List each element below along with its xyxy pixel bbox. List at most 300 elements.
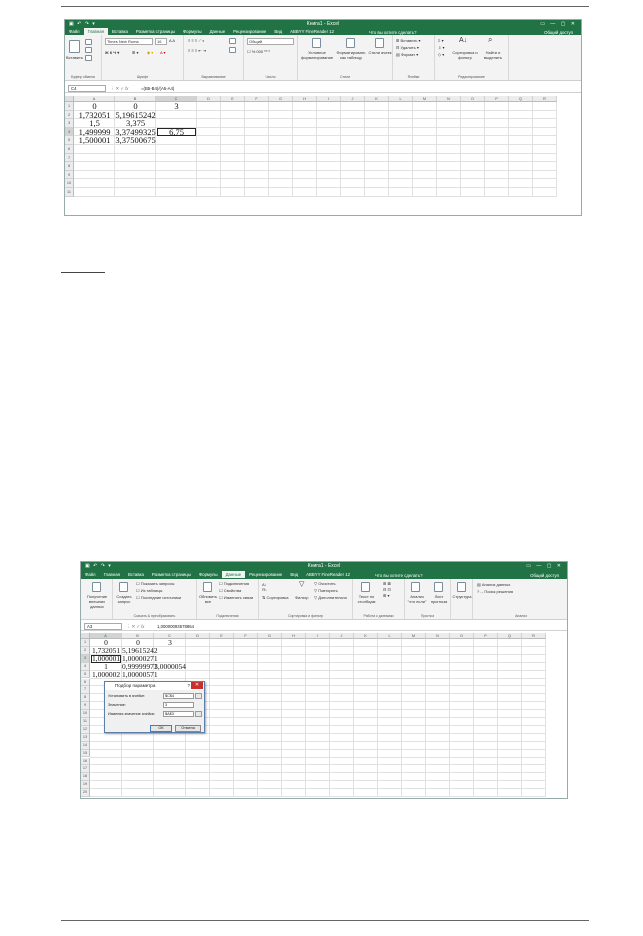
quick-access-icons[interactable]: ▣ ↶ ↷ ▾ xyxy=(85,563,112,569)
gridline-vertical xyxy=(521,639,522,797)
name-box[interactable]: A3 xyxy=(84,623,122,630)
group-editing xyxy=(435,35,509,80)
fx-icon: fx xyxy=(141,624,145,629)
ok-button[interactable]: ОК xyxy=(150,725,172,732)
gridline-horizontal xyxy=(90,788,546,789)
column-header[interactable]: G xyxy=(269,96,293,102)
what-if-button[interactable]: Анализ "что если" xyxy=(407,594,427,604)
format-cells-label: Формат xyxy=(400,52,416,57)
conditional-format-button[interactable]: Условное форматирование xyxy=(300,50,334,60)
gridline-horizontal xyxy=(90,780,546,781)
row-header[interactable]: 12 xyxy=(81,726,90,734)
tab-5[interactable]: Данные xyxy=(209,29,226,34)
row-header[interactable]: 5 xyxy=(81,671,90,679)
cut-icon[interactable] xyxy=(85,39,92,45)
row-header[interactable]: 1 xyxy=(65,102,74,111)
column-header[interactable]: D xyxy=(197,96,221,102)
vertical-align-icons[interactable]: ≡ ≡ ≡ ⟋ ▾ xyxy=(188,38,205,43)
cell-A3[interactable]: 1,000001 xyxy=(91,653,121,663)
gridline-horizontal xyxy=(90,757,546,758)
column-header[interactable]: M xyxy=(413,96,437,102)
gridline-horizontal xyxy=(90,764,546,765)
group-label-forecast: Прогноз xyxy=(420,614,435,618)
tab-7[interactable]: Вид xyxy=(290,572,299,577)
cell-A1[interactable]: 0 xyxy=(92,101,97,111)
cell-B2[interactable]: 5,19615242 xyxy=(122,645,158,655)
cancel-button[interactable]: Отмена xyxy=(175,725,201,732)
autosum-icon[interactable]: Σ ▾ xyxy=(438,38,444,43)
gridline-vertical xyxy=(412,102,413,197)
gridline-vertical xyxy=(292,102,293,197)
row-header[interactable]: 8 xyxy=(81,694,90,702)
row-header[interactable]: 20 xyxy=(81,789,90,797)
column-header[interactable]: F xyxy=(234,633,258,639)
row-header[interactable]: 14 xyxy=(81,742,90,750)
gridline-vertical xyxy=(545,639,546,797)
format-painter-icon[interactable] xyxy=(85,55,92,61)
cell-A5[interactable]: 1,500001 xyxy=(78,135,111,146)
cell-C4[interactable]: 6,75 xyxy=(169,126,184,137)
cell-C1[interactable]: 3 xyxy=(168,638,172,647)
row-header[interactable]: 3 xyxy=(65,119,74,128)
cell-B5[interactable]: 3,37500675 xyxy=(115,135,156,146)
tab-8[interactable]: ABBYY FineReader 12 xyxy=(290,29,334,34)
cell-styles-icon[interactable] xyxy=(375,38,384,48)
new-query-button[interactable]: Создать запрос xyxy=(116,594,132,604)
gridline-horizontal xyxy=(74,153,557,154)
group-clipboard xyxy=(65,35,102,80)
row-header[interactable]: 13 xyxy=(81,734,90,742)
column-header[interactable]: K xyxy=(365,96,389,102)
column-header[interactable]: Q xyxy=(498,633,522,639)
gridline-vertical xyxy=(316,102,317,197)
connections-button[interactable]: ☐ Подключения xyxy=(219,581,250,586)
tab-2[interactable]: Вставка xyxy=(111,29,128,34)
forecast-sheet-button[interactable]: Лист прогноза xyxy=(430,594,448,604)
refresh-all-icon[interactable] xyxy=(203,582,212,592)
fill-icon[interactable]: ⇩ ▾ xyxy=(438,45,445,50)
gridline-vertical xyxy=(508,102,509,197)
row-header[interactable]: 18 xyxy=(81,773,90,781)
column-header[interactable]: G xyxy=(258,633,282,639)
close-button[interactable]: ✕ xyxy=(191,682,203,689)
ribbon-tabs xyxy=(81,571,567,579)
cell-B4[interactable]: 0,99999971 xyxy=(122,661,158,671)
cell-A4[interactable]: 1 xyxy=(104,661,108,671)
gridline-vertical xyxy=(233,639,234,797)
forecast-sheet-icon[interactable] xyxy=(434,582,443,592)
text-to-columns-icon[interactable] xyxy=(361,582,370,592)
dialog-title: Подбор параметра xyxy=(105,682,204,690)
group-number xyxy=(244,35,298,80)
column-header[interactable]: A xyxy=(90,633,122,639)
group-sort-filter xyxy=(259,579,353,619)
tab-5[interactable]: Данные xyxy=(222,571,246,578)
format-as-table-button[interactable]: Форматировать как таблицу xyxy=(336,50,366,60)
gridline-vertical xyxy=(268,102,269,197)
column-header[interactable]: R xyxy=(522,633,546,639)
cell-B1[interactable]: 0 xyxy=(133,101,138,111)
row-header[interactable]: 19 xyxy=(81,781,90,789)
gridline-horizontal xyxy=(90,654,546,655)
merge-cells-icon[interactable] xyxy=(229,47,236,53)
solver-label: Поиск решения xyxy=(484,589,514,594)
tab-6[interactable]: Рецензирование xyxy=(249,572,283,577)
paste-button[interactable]: Вставить xyxy=(66,55,83,60)
formula-bar-buttons[interactable]: ⋮ ✕ ✓ fx xyxy=(110,86,129,91)
gridline-vertical xyxy=(281,639,282,797)
tab-0[interactable]: Файл xyxy=(85,572,96,577)
row-header[interactable]: 7 xyxy=(81,686,90,694)
gridline-horizontal xyxy=(74,178,557,179)
tab-4[interactable]: Формулы xyxy=(198,572,218,577)
from-table-label: Из таблицы xyxy=(140,588,163,593)
row-header[interactable]: 7 xyxy=(65,154,74,163)
data-tools-icons[interactable]: ⊞ ⊠ ⊟ ⊡ ⊞ ▾ xyxy=(383,581,391,598)
column-header[interactable]: B xyxy=(122,633,154,639)
tab-3[interactable]: Разметка страницы xyxy=(151,572,191,577)
text-to-columns-button[interactable]: Текст по столбцам xyxy=(357,594,376,604)
gridline-vertical xyxy=(532,102,533,197)
row-header[interactable]: 9 xyxy=(65,171,74,180)
gridline-horizontal xyxy=(90,772,546,773)
group-label-get-transform: Скачать & преобразовать xyxy=(133,614,176,618)
advanced-filter-button[interactable]: ▽ Дополнительно xyxy=(314,595,347,600)
window-controls[interactable]: ▭ — ▢ ✕ xyxy=(540,21,577,27)
gridline-vertical xyxy=(449,639,450,797)
sort-filter-icon[interactable]: A↓ xyxy=(459,37,468,44)
cell-B2[interactable]: 5,19615242 xyxy=(115,109,156,120)
active-cell-outline xyxy=(91,655,121,663)
column-header[interactable]: P xyxy=(485,96,509,102)
group-external-data xyxy=(81,579,113,619)
gridline-vertical xyxy=(556,102,557,197)
gridline-vertical xyxy=(244,102,245,197)
changing-cell-input[interactable]: $A$3 xyxy=(163,711,194,717)
column-header[interactable]: Q xyxy=(509,96,533,102)
name-box[interactable]: C4 xyxy=(68,85,106,92)
clear-icon[interactable]: ◇ ▾ xyxy=(438,52,445,57)
gridline-horizontal xyxy=(74,187,557,188)
tab-1[interactable]: Главная xyxy=(84,28,108,35)
row-header[interactable]: 4 xyxy=(81,663,90,671)
cell-A2[interactable]: 1,732051 xyxy=(91,645,121,655)
window-title: Книга1 - Excel xyxy=(306,21,340,27)
filter-button[interactable]: Фильтр xyxy=(295,595,309,600)
ribbon-data xyxy=(81,579,567,620)
group-label-sort-filter: Сортировка и фильтр xyxy=(287,614,324,618)
column-header[interactable]: E xyxy=(221,96,245,102)
group-label-font: Шрифт xyxy=(136,75,149,79)
get-data-button[interactable]: Получение внешних данных xyxy=(86,594,108,609)
gridline-horizontal xyxy=(90,678,546,679)
group-label-number: Число xyxy=(265,75,276,79)
gridline-vertical xyxy=(473,639,474,797)
column-header[interactable]: O xyxy=(450,633,474,639)
cell-C1[interactable]: 3 xyxy=(174,101,179,111)
window-controls[interactable]: ▭ — ▢ ✕ xyxy=(526,563,563,569)
cell-C4[interactable]: 3,0000054 xyxy=(154,661,186,671)
format-as-table-icon[interactable] xyxy=(346,38,355,48)
find-icon[interactable]: ⌕ xyxy=(488,35,493,44)
row-header[interactable]: 5 xyxy=(65,136,74,145)
group-get-transform xyxy=(113,579,197,619)
column-header[interactable]: E xyxy=(210,633,234,639)
gridline-vertical xyxy=(220,102,221,197)
row-header[interactable]: 9 xyxy=(81,702,90,710)
row-header[interactable]: 3 xyxy=(81,655,90,663)
group-label-analysis: Анализ xyxy=(515,614,527,618)
changing-cell-range-button[interactable] xyxy=(195,711,202,717)
cell-styles-button[interactable]: Стили ячеек xyxy=(368,50,392,55)
group-label-styles: Стили xyxy=(339,75,351,79)
gridline-vertical xyxy=(209,639,210,797)
cell-B1[interactable]: 0 xyxy=(136,638,140,647)
group-connections xyxy=(197,579,259,619)
gridline-vertical xyxy=(329,639,330,797)
reapply-label: Повторить xyxy=(318,588,338,593)
gridline-vertical xyxy=(340,102,341,197)
row-header[interactable]: 11 xyxy=(81,718,90,726)
ribbon-tabs xyxy=(65,28,581,35)
outline-button[interactable]: Структура xyxy=(452,594,472,599)
borders-icon[interactable]: ⊞ ▾ xyxy=(132,50,139,55)
data-analysis-button[interactable]: ▤ Анализ данных xyxy=(477,582,511,587)
new-query-icon[interactable] xyxy=(119,582,128,592)
sort-button[interactable]: ⇅ Сортировка xyxy=(262,595,289,600)
to-value-input[interactable]: 3 xyxy=(163,702,194,708)
tab-8[interactable]: ABBYY FineReader 12 xyxy=(306,572,350,577)
row-header[interactable]: 6 xyxy=(65,145,74,154)
to-value-label: Значение: xyxy=(108,703,126,707)
goal-seek-dialog xyxy=(104,681,205,733)
title-bar xyxy=(81,562,567,571)
clear-filter-label: Очистить xyxy=(318,581,336,586)
tab-6[interactable]: Рецензирование xyxy=(233,29,267,34)
formula-input[interactable]: 1,00000093578864 xyxy=(157,624,195,629)
row-header[interactable]: 2 xyxy=(81,647,90,655)
properties-label: Свойства xyxy=(223,588,242,593)
delete-cells-label: Удалить xyxy=(400,45,416,50)
gridline-vertical xyxy=(497,639,498,797)
bold-italic-underline[interactable]: Ж К Ч ▾ xyxy=(105,50,120,55)
column-header[interactable]: C xyxy=(154,633,186,639)
row-header[interactable]: 17 xyxy=(81,765,90,773)
group-styles xyxy=(298,35,393,80)
row-header[interactable]: 16 xyxy=(81,758,90,766)
gridline-vertical xyxy=(353,639,354,797)
ribbon-home xyxy=(65,35,581,81)
column-header[interactable]: J xyxy=(341,96,365,102)
excel-window-data xyxy=(80,561,568,799)
column-header[interactable]: J xyxy=(330,633,354,639)
column-header[interactable]: P xyxy=(474,633,498,639)
font-color-icon[interactable]: A ▾ xyxy=(160,50,166,55)
quick-access-icons[interactable]: ▣ ↶ ↷ ▾ xyxy=(69,21,96,27)
format-cells-button[interactable]: ▤ Формат ▾ xyxy=(396,52,419,57)
gridline-vertical xyxy=(484,102,485,197)
share-button[interactable]: Общий доступ xyxy=(530,573,559,578)
gridline-horizontal xyxy=(74,196,557,197)
show-queries-label: Показать запросы xyxy=(140,581,175,586)
column-header[interactable]: O xyxy=(461,96,485,102)
copy-icon[interactable] xyxy=(85,47,92,53)
group-forecast xyxy=(405,579,451,619)
column-header[interactable]: L xyxy=(378,633,402,639)
paste-icon[interactable] xyxy=(69,40,80,53)
gridline-horizontal xyxy=(90,749,546,750)
group-label-connections: Подключения xyxy=(216,614,239,618)
column-header[interactable]: K xyxy=(354,633,378,639)
row-header[interactable]: 1 xyxy=(81,639,90,647)
figure-caption-underline xyxy=(61,272,105,273)
outline-icon[interactable] xyxy=(457,582,466,592)
group-label-cells: Ячейки xyxy=(407,75,420,79)
column-header[interactable]: H xyxy=(293,96,317,102)
gridline-vertical xyxy=(305,639,306,797)
title-bar xyxy=(65,20,581,28)
gridline-vertical xyxy=(196,102,197,197)
gridline-vertical xyxy=(364,102,365,197)
column-header[interactable]: I xyxy=(306,633,330,639)
column-header[interactable]: F xyxy=(245,96,269,102)
cell-A5[interactable]: 1,000002 xyxy=(91,669,121,679)
group-label-clipboard: Буфер обмена xyxy=(71,75,95,79)
set-cell-input[interactable]: $C$4 xyxy=(163,693,194,699)
column-header[interactable]: C xyxy=(156,96,197,102)
properties-button[interactable]: ☐ Свойства xyxy=(219,588,242,593)
row-header[interactable]: 15 xyxy=(81,750,90,758)
row-header[interactable]: 2 xyxy=(65,111,74,120)
get-data-icon[interactable] xyxy=(92,582,101,592)
show-queries-button[interactable]: ☐ Показать запросы xyxy=(136,581,175,586)
tab-0[interactable]: Файл xyxy=(69,29,80,34)
column-header[interactable]: B xyxy=(115,96,156,102)
data-analysis-label: Анализ данных xyxy=(481,582,511,587)
cell-A2[interactable]: 1,732051 xyxy=(78,109,111,120)
column-header[interactable]: D xyxy=(186,633,210,639)
group-outline xyxy=(451,579,473,619)
gridline-vertical xyxy=(460,102,461,197)
gridline-horizontal xyxy=(74,170,557,171)
column-header[interactable]: A xyxy=(74,96,115,102)
set-cell-label: Установить в ячейке: xyxy=(108,694,146,698)
edit-links-button[interactable]: ☐ Изменить связи xyxy=(219,595,254,600)
group-label-editing: Редактирование xyxy=(458,75,485,79)
group-label-alignment: Выравнивание xyxy=(201,75,226,79)
font-grow-shrink[interactable]: A A xyxy=(169,38,176,43)
from-table-button[interactable]: ☐ Из таблицы xyxy=(136,588,163,593)
row-header[interactable]: 10 xyxy=(65,179,74,188)
row-header[interactable]: 4 xyxy=(65,128,74,137)
tell-me-search[interactable]: Что вы хотите сделать? xyxy=(375,573,423,578)
formula-bar-buttons[interactable]: ⋮ ✕ ✓ fx xyxy=(126,624,145,629)
horizontal-align-icons[interactable]: ≡ ≡ ≡ ⇤ ⇥ xyxy=(188,48,207,53)
group-label-data-tools: Работа с данными xyxy=(363,614,394,618)
formula-input[interactable]: =(B5-B4)/(A5-A4) xyxy=(141,86,175,91)
worksheet-grid[interactable] xyxy=(65,96,581,215)
fx-icon: fx xyxy=(125,86,129,91)
reapply-button[interactable]: ▽ Повторить xyxy=(314,588,338,593)
cell-B5[interactable]: 1,00000571 xyxy=(122,669,158,679)
cell-B3[interactable]: 3,375 xyxy=(125,118,146,129)
delete-cells-button[interactable]: ⊟ Удалить ▾ xyxy=(396,45,419,50)
group-font xyxy=(102,35,184,80)
row-header[interactable]: 8 xyxy=(65,162,74,171)
tab-1[interactable]: Главная xyxy=(103,572,120,577)
gridline-horizontal xyxy=(74,161,557,162)
gridline-vertical xyxy=(436,102,437,197)
row-header[interactable]: 11 xyxy=(65,188,74,197)
tab-4[interactable]: Формулы xyxy=(182,29,202,34)
formula-bar xyxy=(81,622,567,631)
changing-cell-label: Изменяя значение ячейки: xyxy=(108,712,155,716)
column-header[interactable]: H xyxy=(282,633,306,639)
help-icon[interactable]: ? xyxy=(187,683,190,688)
font-size-select[interactable]: 16 xyxy=(155,38,167,45)
sort-az-icons[interactable]: A↓ Я↓ xyxy=(262,582,267,592)
insert-cells-button[interactable]: ⊞ Вставить ▾ xyxy=(396,38,421,43)
cell-B4[interactable]: 3,37499325 xyxy=(115,126,156,137)
what-if-icon[interactable] xyxy=(411,582,420,592)
gridline-vertical xyxy=(377,639,378,797)
find-select-button[interactable]: Найти и выделить xyxy=(484,50,502,60)
row-header[interactable]: 10 xyxy=(81,710,90,718)
tell-me-search[interactable]: Что вы хотите сделать? xyxy=(369,30,417,35)
row-header[interactable]: 6 xyxy=(81,679,90,687)
solver-button[interactable]: ?→ Поиск решения xyxy=(477,589,514,594)
tab-7[interactable]: Вид xyxy=(274,29,283,34)
refresh-all-button[interactable]: Обновить все xyxy=(198,594,218,604)
share-button[interactable]: Общий доступ xyxy=(544,30,573,35)
formula-bar xyxy=(65,84,581,93)
filter-icon[interactable]: ▽ xyxy=(299,581,305,588)
gridline-vertical xyxy=(425,639,426,797)
column-header[interactable]: R xyxy=(533,96,557,102)
font-name-select[interactable]: Times New Roma xyxy=(105,38,153,45)
wrap-text-icon[interactable] xyxy=(229,38,236,44)
gridline-vertical xyxy=(257,639,258,797)
fill-color-icon[interactable]: ◆ ▾ xyxy=(147,50,154,55)
recent-sources-label: Последние источники xyxy=(140,595,182,600)
sort-label: Сортировка xyxy=(266,595,289,600)
sort-filter-button[interactable]: Сортировка и фильтр xyxy=(452,50,478,60)
column-header[interactable]: M xyxy=(402,633,426,639)
active-cell-outline xyxy=(157,128,196,137)
window-title: Книга1 - Excel xyxy=(307,563,341,569)
cell-A3[interactable]: 1,5 xyxy=(89,118,100,129)
recent-sources-button[interactable]: ☐ Последние источники xyxy=(136,595,182,600)
tab-2[interactable]: Вставка xyxy=(127,572,144,577)
conditional-format-icon[interactable] xyxy=(312,38,321,48)
column-header[interactable]: I xyxy=(317,96,341,102)
page-top-rule xyxy=(61,6,589,7)
set-cell-range-button[interactable] xyxy=(195,693,202,699)
cell-A1[interactable]: 0 xyxy=(104,638,108,647)
clear-filter-button[interactable]: ▽ Очистить xyxy=(314,581,336,586)
group-data-tools xyxy=(353,579,405,619)
tab-3[interactable]: Разметка страницы xyxy=(135,29,175,34)
number-format-select[interactable]: Общий xyxy=(247,38,294,45)
column-header[interactable]: N xyxy=(437,96,461,102)
column-header[interactable]: L xyxy=(389,96,413,102)
cell-B3[interactable]: 1,00000271 xyxy=(122,653,158,663)
cell-A4[interactable]: 1,499999 xyxy=(78,126,111,137)
gridline-vertical xyxy=(388,102,389,197)
column-header[interactable]: N xyxy=(426,633,450,639)
page-bottom-rule xyxy=(61,920,589,921)
number-format-icons[interactable]: ☐ % 000 ⁰⁰ ⁰ xyxy=(247,49,271,54)
